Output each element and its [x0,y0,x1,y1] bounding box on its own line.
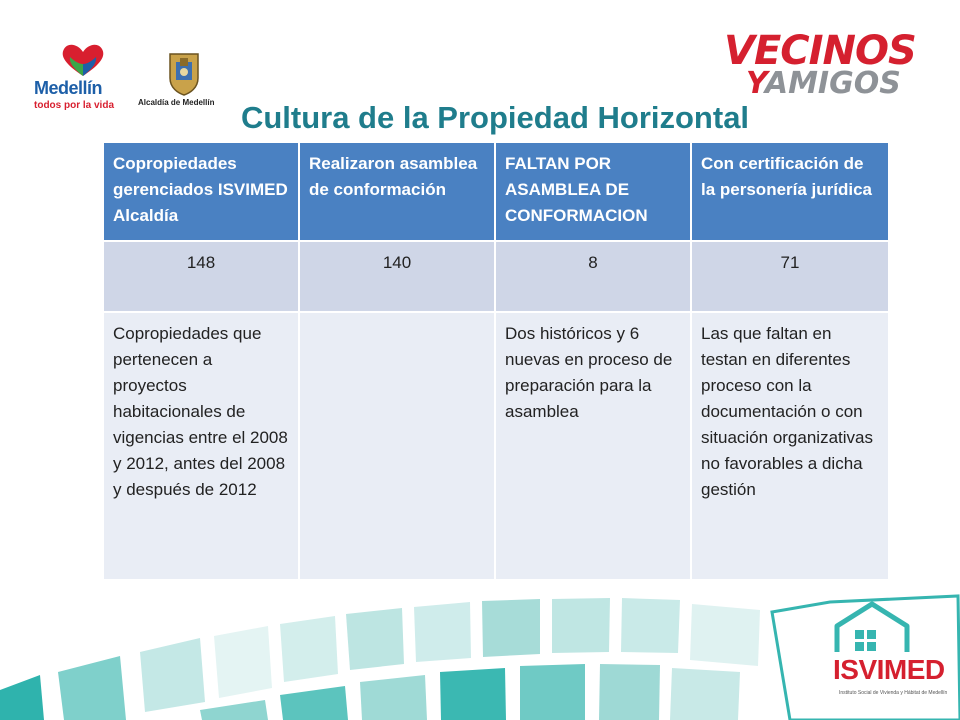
isvimed-subtitle: Instituto Social de Vivienda y Hábitat de Medellín [839,690,948,696]
alcaldia-caption: Alcaldía de Medellín [138,98,215,107]
page-title: Cultura de la Propiedad Horizontal [240,100,750,135]
amigos-text: AMIGOS [764,66,901,101]
table-cell [299,312,495,580]
table-cell: Las que faltan en testan en diferentes proceso con la documentación o con situación organizativas no favorables a dicha gestión [691,312,888,580]
table-cell: 8 [495,241,691,312]
medellin-tagline: todos por la vida [34,100,115,111]
coat-of-arms-icon [166,52,202,96]
table-header-cell: Con certificación de la personería jurídica [691,143,888,241]
copropiedades-table [102,143,888,581]
table-cell: 71 [691,241,888,312]
house-icon [827,600,917,656]
table-header-cell: Realizaron asamblea de conformación [299,143,495,241]
table-row [103,312,888,580]
medellin-name: Medellín [34,78,103,98]
table-cell: 140 [299,241,495,312]
table-cell: 148 [103,241,299,312]
table-header-row [103,143,888,241]
vecinos-y-text: Y [746,66,765,101]
table-row [103,241,888,312]
vecinos-text: VECINOS [724,28,916,74]
table-header-cell: FALTAN POR ASAMBLEA DE CONFORMACION [495,143,691,241]
medellin-heart-icon [60,42,106,78]
table-header-cell: Copropiedades gerenciados ISVIMED Alcaldía [103,143,299,241]
table-cell: Dos históricos y 6 nuevas en proceso de preparación para la asamblea [495,312,691,580]
isvimed-logo [803,596,960,720]
amigos-line [746,66,901,101]
table-cell: Copropiedades que pertenecen a proyectos habitacionales de vigencias entre el 2008 y 2012, antes del 2008 y después de 2012 [103,312,299,580]
isvimed-name: ISVIMED [833,654,945,685]
vecinos-amigos-logo [718,28,928,100]
